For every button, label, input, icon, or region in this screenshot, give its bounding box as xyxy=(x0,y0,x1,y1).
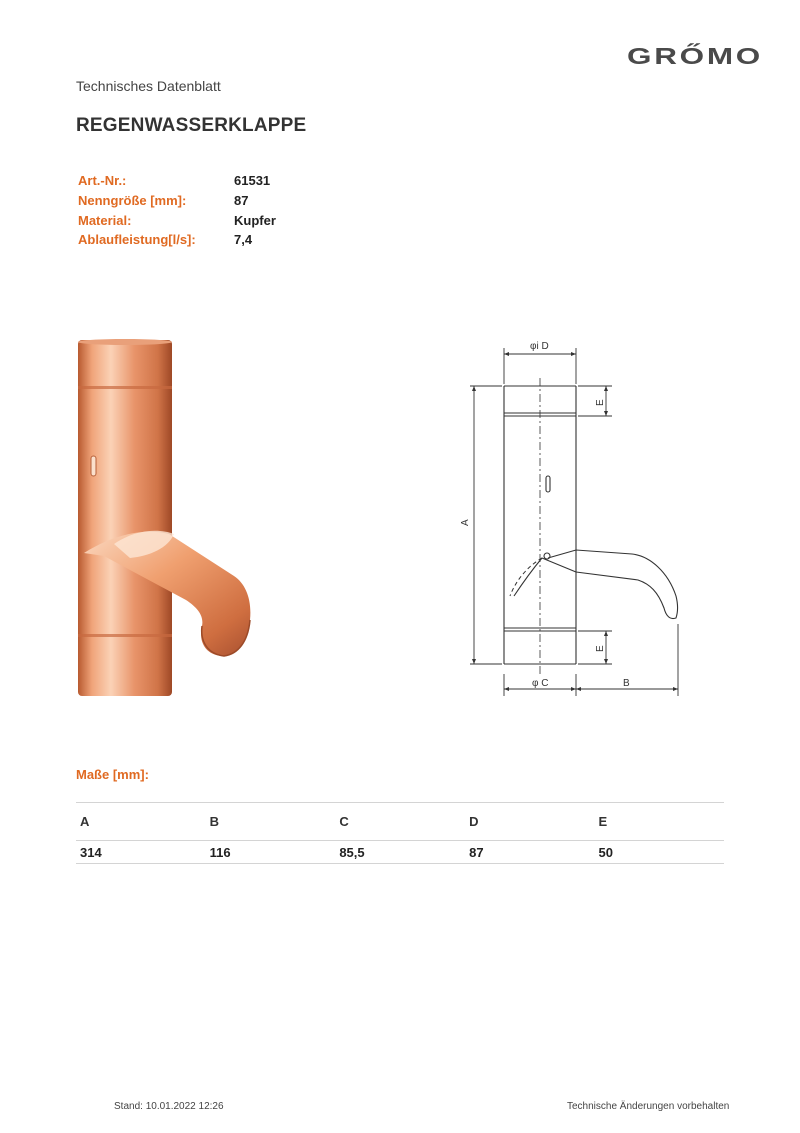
spec-value: 7,4 xyxy=(234,232,253,248)
spec-label: Art.-Nr.: xyxy=(78,173,127,188)
column-header: D xyxy=(465,803,594,841)
spec-value: 87 xyxy=(234,192,249,208)
footer-note: Technische Änderungen vorbehalten xyxy=(567,1101,730,1112)
footer-date: Stand: 10.01.2022 12:26 xyxy=(114,1101,224,1112)
table-header-row xyxy=(76,803,724,841)
spec-label: Nenngröße [mm]: xyxy=(78,192,187,208)
spec-label: Ablaufleistung[l/s]: xyxy=(78,232,196,248)
column-header: E xyxy=(595,803,724,841)
spec-value: Kupfer xyxy=(234,212,276,228)
column-header: C xyxy=(335,803,465,841)
dim-label-diameter-bottom: φ C xyxy=(532,678,549,689)
table-cell: 314 xyxy=(76,841,206,864)
spec-label: Material: xyxy=(78,212,132,228)
dim-label-e-top: E xyxy=(595,399,606,406)
document-type: Technisches Datenblatt xyxy=(76,78,221,94)
technical-drawing xyxy=(452,334,692,702)
dim-label-diameter-top: φi D xyxy=(530,341,549,352)
table-cell: 50 xyxy=(595,841,724,864)
dim-label-b: B xyxy=(623,678,630,689)
table-cell: 85,5 xyxy=(335,841,465,864)
product-photo xyxy=(74,338,274,700)
table-row xyxy=(76,841,724,864)
dimensions-table xyxy=(76,802,724,864)
dim-label-e-bottom: E xyxy=(595,645,606,652)
table-cell: 116 xyxy=(206,841,336,864)
spec-value: 61531 xyxy=(234,173,271,188)
table-cell: 87 xyxy=(465,841,594,864)
dimensions-title: Maße [mm]: xyxy=(76,767,149,782)
gromo-logo xyxy=(627,42,765,68)
product-title: REGENWASSERKLAPPE xyxy=(76,115,307,136)
column-header: A xyxy=(76,803,206,841)
dim-label-a: A xyxy=(460,519,471,526)
logo-text: GRŐMO xyxy=(627,43,727,68)
column-header: B xyxy=(206,803,336,841)
